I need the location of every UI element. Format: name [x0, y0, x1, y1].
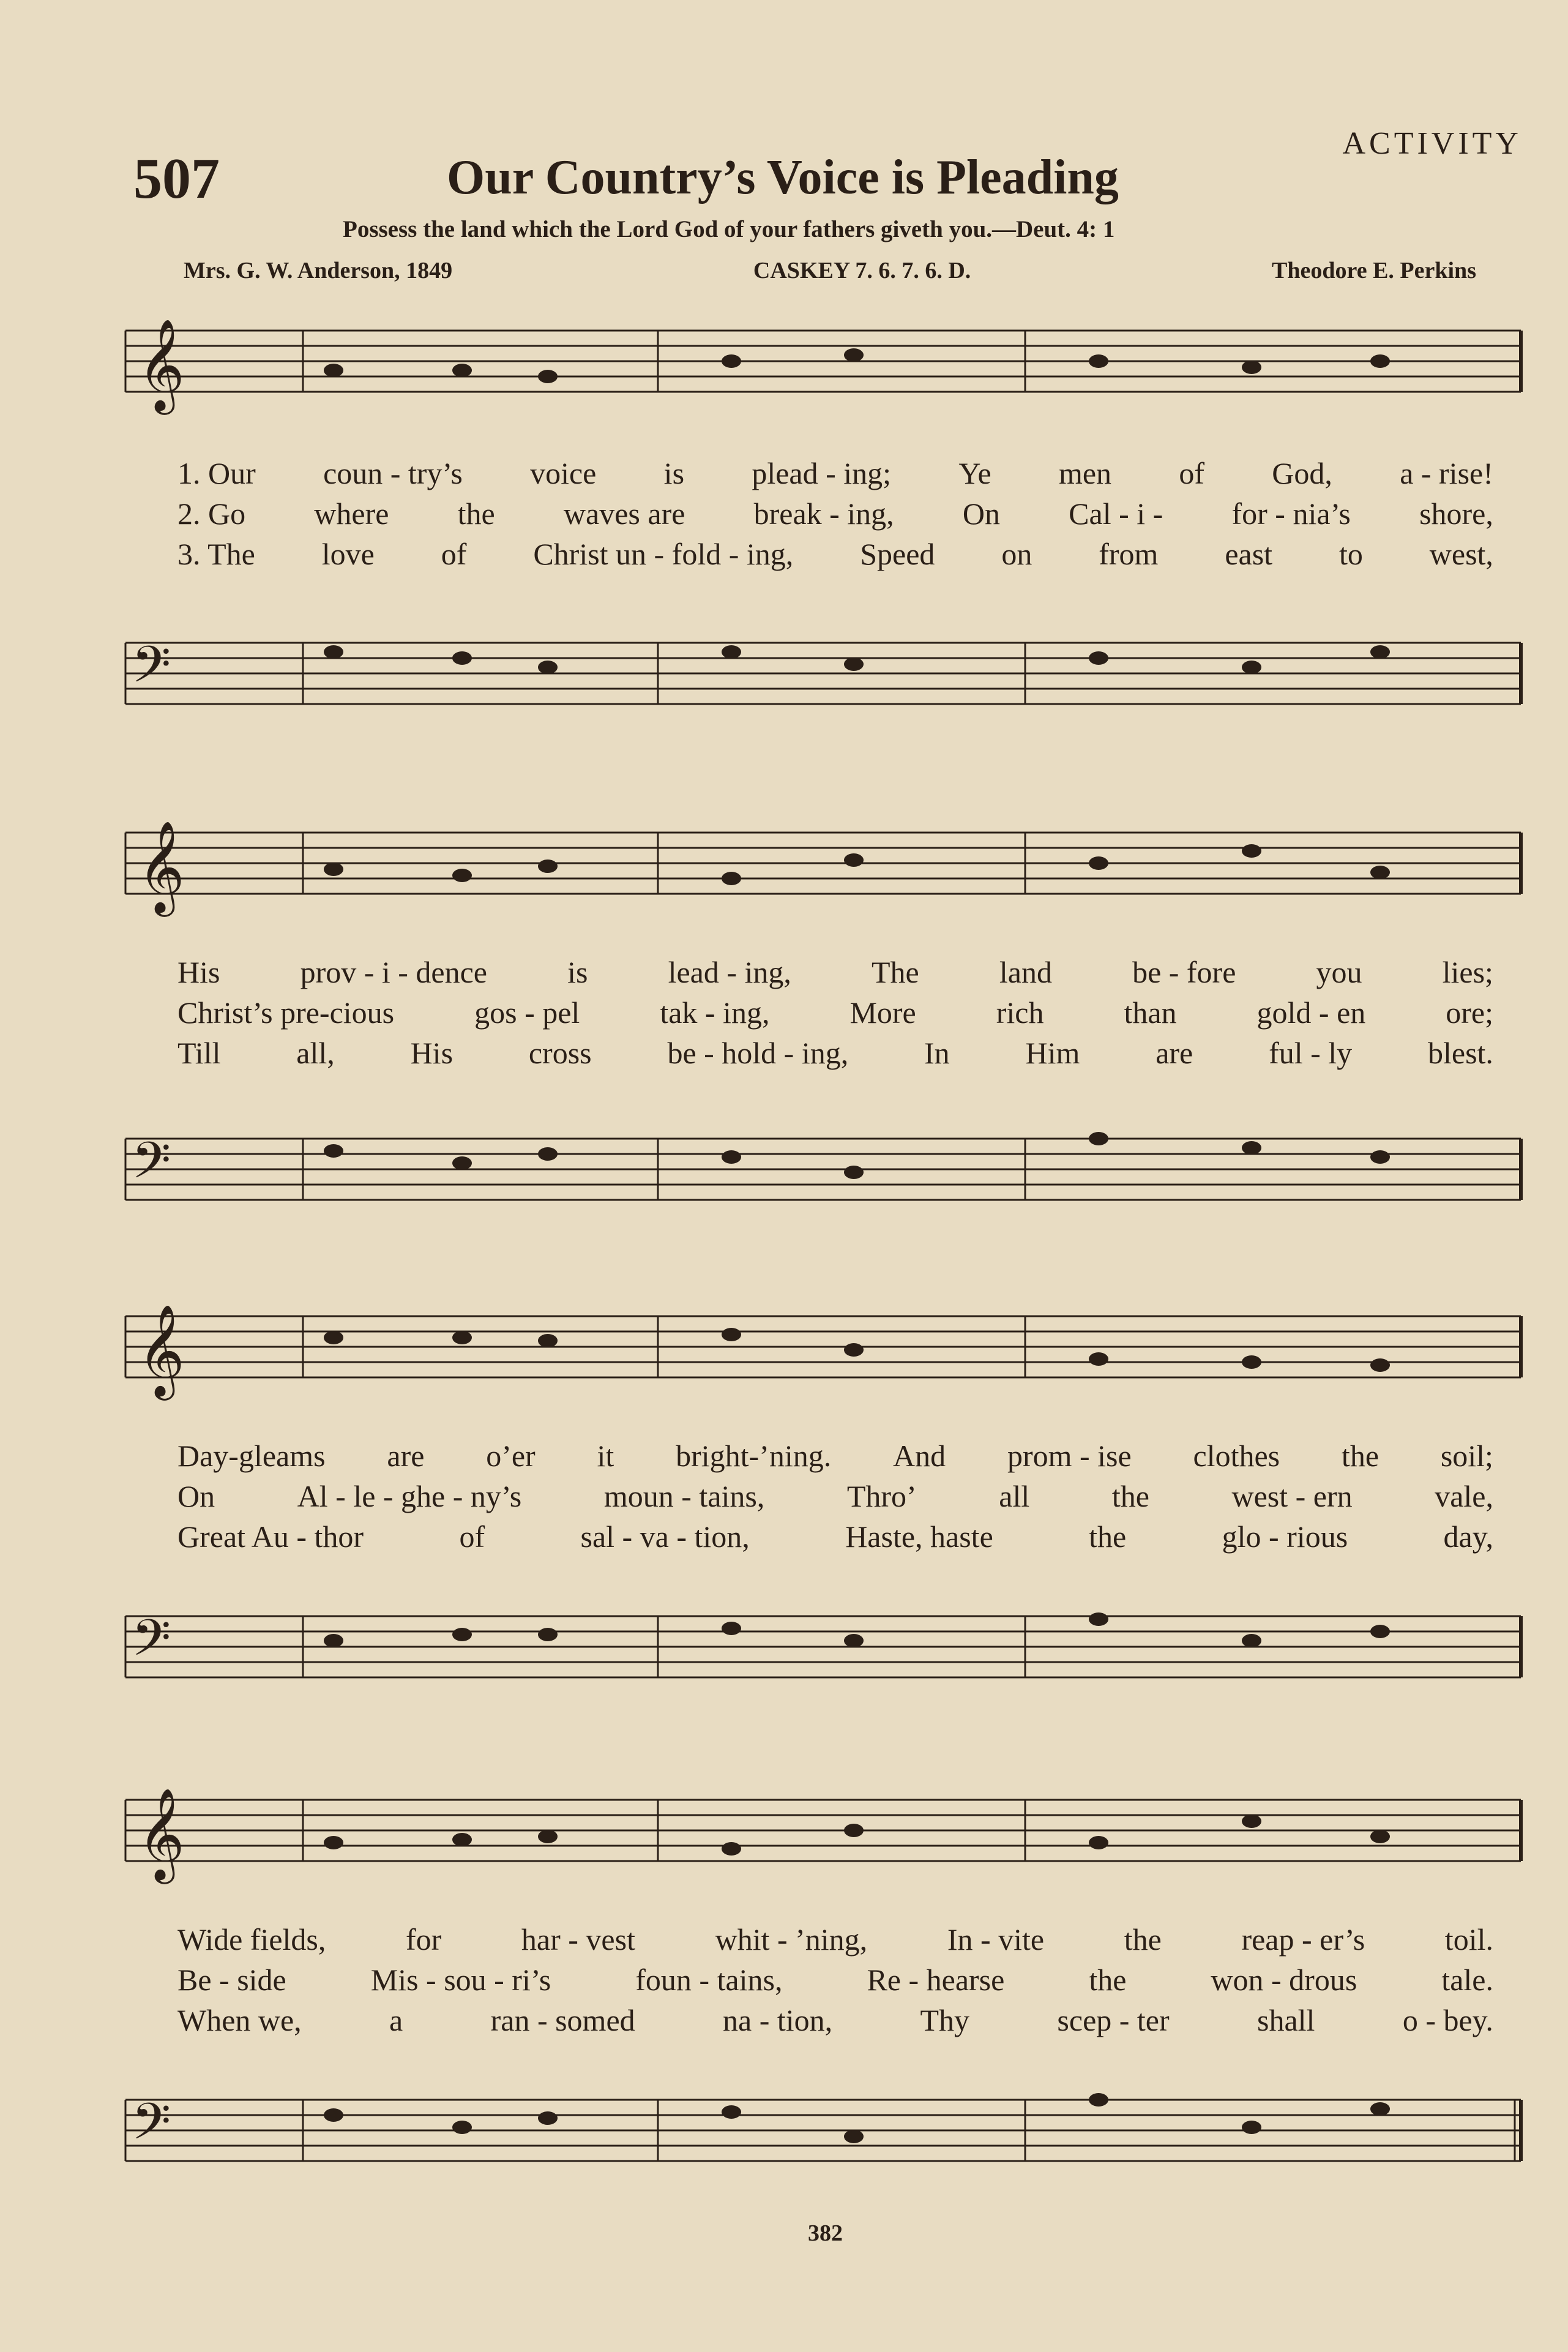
lyric-line: [177, 453, 1493, 493]
lyric-word: is: [567, 955, 588, 989]
lyric-word: on: [1001, 537, 1032, 571]
lyric-word: be - hold - ing,: [667, 1036, 849, 1070]
lyric-word: glo - rious: [1222, 1519, 1348, 1554]
lyric-word: are: [1155, 1036, 1193, 1070]
lyric-word: On: [177, 1479, 215, 1513]
lyric-word: it: [597, 1439, 614, 1473]
lyric-line: [177, 493, 1493, 534]
lyric-word: Thro’: [846, 1479, 917, 1513]
lyric-word: Wide fields,: [177, 1922, 326, 1957]
lyric-word: Thy: [920, 2003, 970, 2037]
lyric-word: men: [1058, 456, 1112, 490]
lyric-word: Be - side: [177, 1963, 286, 1997]
svg-text:𝄞: 𝄞: [138, 823, 185, 912]
lyric-word: In: [924, 1036, 950, 1070]
lyric-word: 3. The: [177, 537, 255, 571]
lyric-word: than: [1124, 995, 1177, 1030]
lyric-word: Him: [1025, 1036, 1080, 1070]
lyric-word: break - ing,: [753, 496, 894, 531]
lyric-word: for - nia’s: [1231, 496, 1351, 531]
bass-staff-4: [119, 2075, 1527, 2185]
lyric-word: na - tion,: [723, 2003, 833, 2037]
lyric-word: of: [1179, 456, 1204, 490]
lyric-word: tak - ing,: [660, 995, 770, 1030]
lyric-word: a - rise!: [1400, 456, 1493, 490]
lyric-word: plead - ing;: [752, 456, 892, 490]
lyric-word: the: [1341, 1439, 1379, 1473]
svg-text:𝄢: 𝄢: [132, 637, 171, 705]
treble-staff-1: [119, 306, 1527, 441]
tune-meter: CASKEY 7. 6. 7. 6. D.: [753, 258, 971, 283]
lyric-word: clothes: [1193, 1439, 1280, 1473]
svg-text:𝄞: 𝄞: [138, 1307, 185, 1395]
lyric-word: to: [1338, 537, 1363, 571]
lyric-word: His: [410, 1036, 454, 1070]
lyric-word: toil.: [1444, 1922, 1493, 1957]
lyric-word: vale,: [1435, 1479, 1493, 1513]
lyric-word: o - bey.: [1402, 2003, 1493, 2037]
lyrics-block-4: [177, 1919, 1493, 2040]
lyric-word: ran - somed: [490, 2003, 635, 2037]
lyric-word: you: [1316, 955, 1362, 989]
lyric-word: lies;: [1442, 955, 1493, 989]
lyric-word: are: [387, 1439, 425, 1473]
lyric-word: And: [893, 1439, 946, 1473]
lyric-word: shore,: [1419, 496, 1493, 531]
lyric-word: of: [459, 1519, 485, 1554]
lyric-word: where: [314, 496, 389, 531]
lyric-word: from: [1099, 537, 1159, 571]
lyric-word: o’er: [486, 1439, 536, 1473]
lyric-line: [177, 534, 1493, 574]
lyric-word: be - fore: [1132, 955, 1236, 989]
lyric-word: ful - ly: [1269, 1036, 1353, 1070]
lyric-word: of: [441, 537, 467, 571]
lyric-word: Cal - i -: [1069, 496, 1163, 531]
lyric-word: the: [457, 496, 495, 531]
bass-staff-1: [119, 618, 1527, 728]
lyric-word: Ye: [958, 456, 991, 490]
lyric-word: When we,: [177, 2003, 302, 2037]
lyric-word: cross: [528, 1036, 592, 1070]
svg-text:𝄢: 𝄢: [132, 2094, 171, 2162]
lyric-word: west - ern: [1231, 1479, 1353, 1513]
lyric-word: In - vite: [947, 1922, 1045, 1957]
lyric-word: foun - tains,: [635, 1963, 783, 1997]
svg-text:𝄞: 𝄞: [138, 1791, 185, 1879]
bass-staff-3: [119, 1592, 1527, 1702]
lyric-word: 1. Our: [177, 456, 256, 490]
svg-text:𝄞: 𝄞: [138, 321, 185, 410]
lyric-word: the: [1089, 1963, 1127, 1997]
lyric-word: for: [405, 1922, 442, 1957]
lyric-word: blest.: [1427, 1036, 1493, 1070]
svg-text:𝄢: 𝄢: [132, 1133, 171, 1201]
lyric-word: 2. Go: [177, 496, 246, 531]
lyric-word: prov - i - dence: [300, 955, 487, 989]
lyric-word: gold - en: [1256, 995, 1366, 1030]
lyric-word: The: [872, 955, 919, 989]
bass-staff-2: [119, 1114, 1527, 1224]
lyric-word: all,: [296, 1036, 335, 1070]
lyric-word: Christ un - fold - ing,: [533, 537, 794, 571]
lyric-word: the: [1111, 1479, 1149, 1513]
lyric-word: Christ’s pre-cious: [177, 995, 395, 1030]
lyric-line: [177, 1516, 1493, 1557]
lyric-word: On: [962, 496, 1000, 531]
lyric-word: gos - pel: [474, 995, 580, 1030]
lyric-line: [177, 1476, 1493, 1516]
lyric-word: won - drous: [1211, 1963, 1357, 1997]
lyric-word: Al - le - ghe - ny’s: [297, 1479, 522, 1513]
lyrics-block-3: [177, 1436, 1493, 1557]
lyric-word: soil;: [1440, 1439, 1493, 1473]
lyric-word: ore;: [1446, 995, 1493, 1030]
lyric-line: [177, 1436, 1493, 1476]
hymn-category: ACTIVITY: [1342, 126, 1522, 161]
composer: Theodore E. Perkins: [1272, 258, 1476, 283]
lyric-word: love: [321, 537, 375, 571]
lyric-word: coun - try’s: [323, 456, 463, 490]
lyric-word: Great Au - thor: [177, 1519, 364, 1554]
lyric-word: land: [999, 955, 1052, 989]
lyric-word: scep - ter: [1057, 2003, 1170, 2037]
lyric-word: a: [389, 2003, 403, 2037]
lyric-word: the: [1089, 1519, 1127, 1554]
lyric-word: tale.: [1441, 1963, 1493, 1997]
lyric-line: [177, 2000, 1493, 2040]
lyric-word: His: [177, 955, 220, 989]
lyric-word: east: [1225, 537, 1273, 571]
lyric-word: all: [999, 1479, 1030, 1513]
lyric-word: rich: [996, 995, 1044, 1030]
treble-staff-4: [119, 1775, 1527, 1910]
hymn-title: Our Country’s Voice is Pleading: [447, 151, 1119, 204]
lyric-word: lead - ing,: [668, 955, 791, 989]
lyric-line: [177, 1919, 1493, 1960]
lyric-word: Till: [177, 1036, 221, 1070]
lyric-word: More: [849, 995, 916, 1030]
lyric-word: Speed: [860, 537, 935, 571]
lyric-word: bright-’ning.: [676, 1439, 832, 1473]
treble-staff-2: [119, 808, 1527, 943]
lyric-word: reap - er’s: [1241, 1922, 1365, 1957]
lyric-line: [177, 992, 1493, 1033]
author: Mrs. G. W. Anderson, 1849: [184, 258, 453, 283]
lyric-word: whit - ’ning,: [715, 1922, 868, 1957]
lyric-word: west,: [1429, 537, 1493, 571]
lyric-word: voice: [530, 456, 597, 490]
lyric-word: Day-gleams: [177, 1439, 326, 1473]
lyric-word: day,: [1443, 1519, 1493, 1554]
lyric-line: [177, 1960, 1493, 2000]
credits-line: [184, 257, 1476, 284]
lyric-word: Haste, haste: [845, 1519, 993, 1554]
lyric-word: prom - ise: [1007, 1439, 1132, 1473]
lyric-word: is: [663, 456, 685, 490]
scripture-reference: Possess the land which the Lord God of your fathers giveth you.—Deut. 4: 1: [343, 216, 1115, 242]
lyric-word: Re - hearse: [867, 1963, 1005, 1997]
page-number: 382: [808, 2220, 843, 2246]
lyrics-block-1: [177, 453, 1493, 574]
lyric-word: har - vest: [521, 1922, 635, 1957]
svg-text:𝄢: 𝄢: [132, 1611, 171, 1679]
lyric-word: God,: [1272, 456, 1332, 490]
hymn-number: 507: [133, 147, 220, 211]
lyric-word: shall: [1257, 2003, 1315, 2037]
lyric-word: Mis - sou - ri’s: [370, 1963, 551, 1997]
lyric-word: the: [1124, 1922, 1162, 1957]
treble-staff-3: [119, 1292, 1527, 1426]
lyric-word: moun - tains,: [603, 1479, 765, 1513]
lyric-line: [177, 952, 1493, 992]
lyric-word: waves are: [563, 496, 685, 531]
lyrics-block-2: [177, 952, 1493, 1073]
lyric-word: sal - va - tion,: [580, 1519, 750, 1554]
lyric-line: [177, 1033, 1493, 1073]
